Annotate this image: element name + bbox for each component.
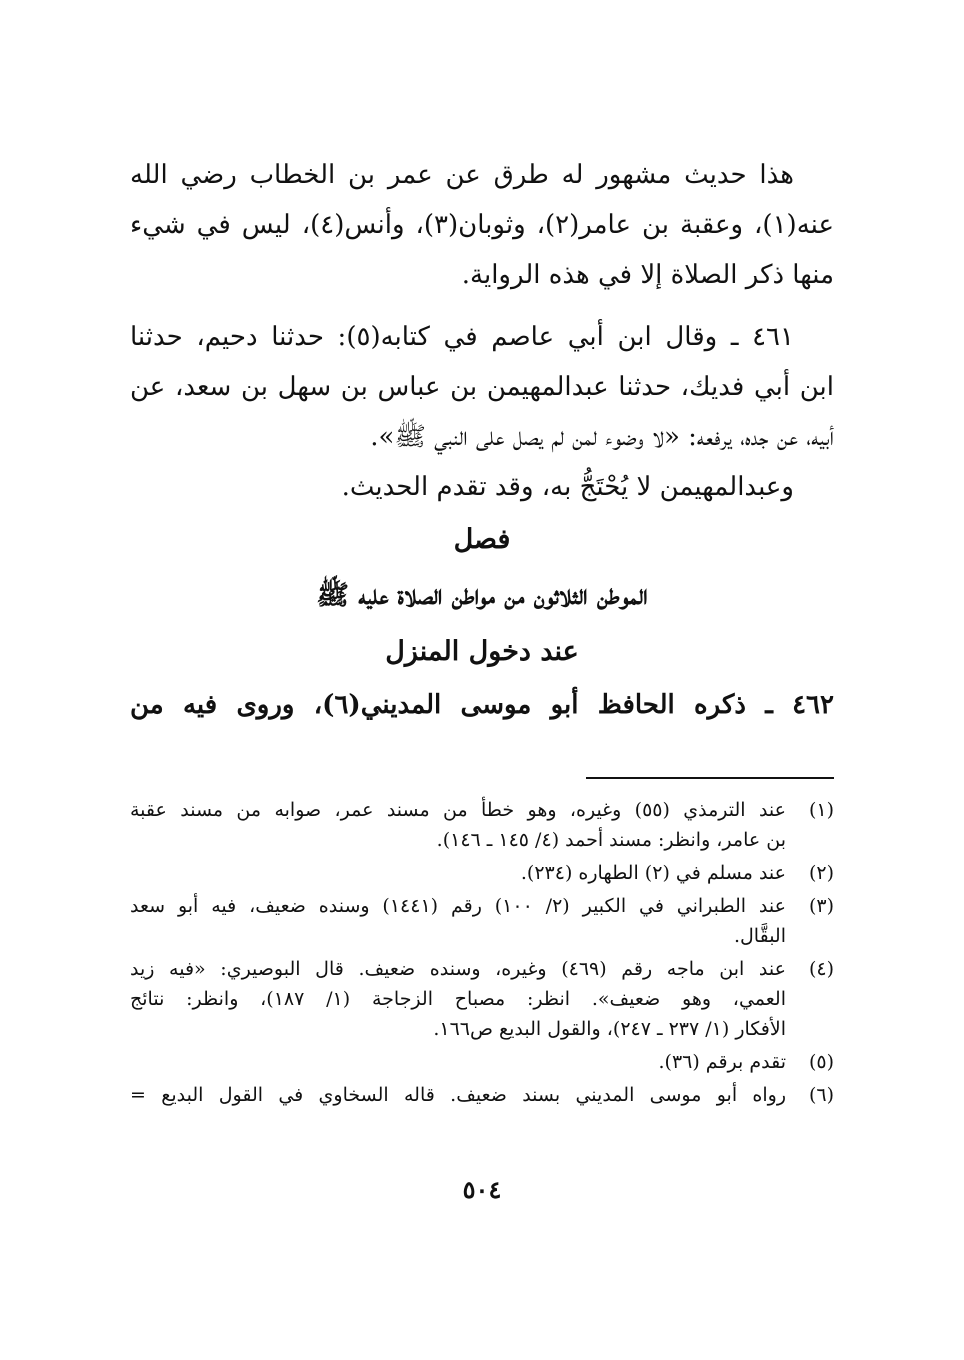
- section-heading: فصل: [453, 524, 511, 555]
- footnote: [130, 891, 834, 951]
- footnote-line: العمي، وهو ضعيف». انظر: مصباح الزجاجة (١/ ١٨٧)، وانظر: نتائج: [130, 988, 786, 1010]
- footnote-line: عند الترمذي (٥٥) وغيره، وهو خطأ من مسند عمر، صوابه من مسند عقبة: [130, 799, 786, 821]
- footnote: [130, 858, 834, 888]
- footnote-number: (٦): [808, 1084, 834, 1106]
- text-line: ابن أبي فديك، حدثنا عبدالمهيمن بن عباس بن سهل بن سعد، عن: [130, 372, 834, 402]
- footnote-number: (٣): [808, 895, 834, 917]
- paragraph-gap: [130, 300, 834, 312]
- footnote: [130, 1047, 834, 1077]
- footnote: [130, 795, 834, 855]
- text-line: عنه(١)، وعقبة بن عامر(٢)، وثوبان(٣)، وأنس(٤)، ليس في شيء: [130, 210, 834, 240]
- footnote-number: (٢): [808, 862, 834, 884]
- hadith-461-line: ٤٦١ ـ وقال ابن أبي عاصم في كتابه(٥): حدثنا دحيم، حدثنا: [130, 322, 794, 352]
- footnote-line: عند الطبراني في الكبير (٢/ ١٠٠) رقم (١٤٤١) وسنده ضعيف، فيه أبو سعد: [130, 895, 786, 917]
- footnote: [130, 954, 834, 1044]
- page-number: ٥٠٤: [462, 1175, 502, 1204]
- footnote-line: رواه أبو موسى المديني بسند ضعيف. قاله السخاوي في القول البديع =: [130, 1084, 786, 1106]
- footnote-line: عند ابن ماجه رقم (٤٦٩) وغيره، وسنده ضعيف. قال البوصيري: «فيه زيد: [130, 958, 786, 980]
- footnote-number: (١): [808, 799, 834, 821]
- text-line: وعبدالمهيمن لا يُحْتَجُّ به، وقد تقدم الحديث.: [341, 472, 794, 502]
- footnote-line: تقدم برقم (٣٦).: [658, 1051, 786, 1073]
- text-line: هذا حديث مشهور له طرق عن عمر بن الخطاب رضي الله: [130, 160, 794, 190]
- footnote-number: (٥): [808, 1051, 834, 1073]
- footnote-line: عند مسلم في (٢) الطهاره (٢٣٤).: [520, 862, 786, 884]
- footnote: [130, 1080, 834, 1110]
- main-text: [130, 150, 834, 730]
- section-subheading: الموطن الثلاثون من مواطن الصلاة عليه ﷺ: [316, 580, 648, 611]
- footnote-separator: [586, 777, 834, 779]
- text-line: منها ذكر الصلاة إلا في هذه الرواية.: [461, 260, 834, 290]
- footnote-line: بن عامر، وانظر: مسند أحمد (٤/ ١٤٥ ـ ١٤٦).: [436, 829, 786, 851]
- hadith-462-line: ٤٦٢ ـ ذكره الحافظ أبو موسى المديني(٦)، وروى فيه من: [130, 690, 834, 720]
- footnote-line: الأفكار (١/ ٢٣٧ ـ ٢٤٧)، والقول البديع ص١٦٦.: [433, 1018, 786, 1040]
- footnotes: [130, 795, 834, 1113]
- section-subheading: عند دخول المنزل: [385, 636, 579, 667]
- text-line: أبيه، عن جده، يرفعه: «لا وضوء لمن لم يصل على النبي ﷺ».: [370, 422, 834, 452]
- footnote-line: البقَّال.: [733, 925, 786, 947]
- footnote-number: (٤): [808, 958, 834, 980]
